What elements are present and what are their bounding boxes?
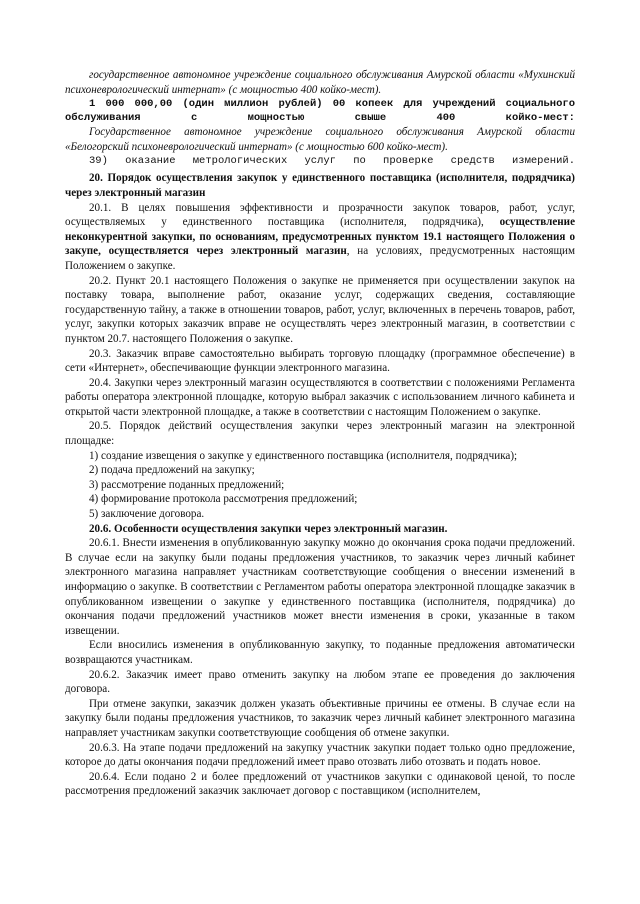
paragraph-20-6-1-note: Если вносились изменения в опубликованную закупку, то поданные предложения автоматически возвращаются участникам. (65, 639, 575, 666)
paragraph-20-6-4: 20.6.4. Если подано 2 и более предложений от участников закупки с одинаковой ценой, то после рассмотрения предложений заказчик заключает договор с поставщиком (исполнителем, (65, 770, 575, 798)
text-institution-mukhinsky: государственное автономное учреждение социального обслуживания Амурской области «Мухинский психоневрологический интернат» (с мощностью 400 койко-мест). (65, 69, 575, 96)
paragraph-20-1-end: , на условиях, предусмотренных настоящим Положением о закупке. (65, 245, 575, 272)
section-heading-20: 20. Порядок осуществления закупок у единственного поставщика (исполнителя, подрядчика) через электронный магазин (65, 172, 575, 199)
paragraph-20-2: 20.2. Пункт 20.1 настоящего Положения о закупке не применяется при осуществлении закупок на поставку товара, выполнение работ, оказание услуг, содержащих сведения, составляющие государственную тайну, а также в отношении товаров, работ, услуг, включенных в перечень товаров, работ, услуг, закупки которых заказчик вправе не осуществлять через электронный магазин, в соответствии с пунктом 20.7. настоящего Положения о закупке. (65, 274, 575, 345)
paragraph-20-6-2-note: При отмене закупки, заказчик должен указать объективные причины ее отмены. В случае если на закупку были поданы предложения участников, то заказчик через личный кабинет электронного магазина направляет участникам закупки соответствующие сообщения об отмене закупки. (65, 697, 575, 739)
text-funding-amount: 1 000 000,00 (один миллион рублей) 00 копеек для учреждений социального обслуживания с мощностью свыше 400 койко-мест: (65, 98, 575, 125)
text-institution-belogorsky: Государственное автономное учреждение социального обслуживания Амурской области «Белогорский психоневрологический интернат» (с мощностью 600 койко-мест). (65, 126, 575, 153)
paragraph-20-1-bold: осуществление неконкурентной закупки, по основаниям, предусмотренных пунктом 19.1 настоящего Положения о закупе, осуществляется через электронный магазин (65, 216, 575, 258)
paragraph-20-1 (65, 201, 575, 274)
paragraph-20-1-start: 20.1. В целях повышения эффективности и прозрачности закупок товаров, работ, услуг, осуществляемых у единственного поставщика (исполнителя, подрядчика), (65, 201, 575, 229)
paragraph-20-6-2: 20.6.2. Заказчик имеет право отменить закупку на любом этапе ее проведения до заключения договора. (65, 668, 575, 696)
list-item: 3) рассмотрение поданных предложений; (89, 478, 285, 491)
section-heading-20-6: 20.6. Особенности осуществления закупки через электронный магазин. (89, 522, 448, 535)
paragraph-20-4: 20.4. Закупки через электронный магазин осуществляются в соответствии с положениями Регламента работы оператора электронной площадке, которую выбрал заказчик с использованием личного кабинета и открытой части электронной площадке, а также в соответствии с настоящим Положением о закупке. (65, 376, 575, 418)
paragraph-20-6-1: 20.6.1. Внести изменения в опубликованную закупку можно до окончания срока подачи предложений. В случае если на закупку были поданы предложения участников, то заказчик через личный кабинет электронного магазина направляет участникам соответствующие сообщения о внесении изменений в информацию о закупке. В соответствии с Регламентом работы оператора электронной площадке заказчик в опубликованном извещении о закупке у единственного поставщика (исполнителя, подрядчика) до окончания подачи предложений участников может внести изменения в сроки, указанные в таком извещении. (65, 537, 575, 637)
text-item-39: 39) оказание метрологических услуг по проверке средств измерений. (89, 155, 575, 168)
document-page (65, 68, 575, 799)
list-item: 5) заключение договора. (89, 508, 205, 521)
procedure-list (65, 449, 575, 522)
list-item: 4) формирование протокола рассмотрения предложений; (89, 493, 358, 506)
paragraph-20-6-3: 20.6.3. На этапе подачи предложений на закупку участник закупки подает только одно предложение, которое до даты окончания подачи предложений имеет право отозвать либо отозвать и подать новое. (65, 741, 575, 769)
paragraph-20-5: 20.5. Порядок действий осуществления закупки через электронный магазин на электронной площадке: (65, 420, 575, 448)
list-item: 2) подача предложений на закупку; (89, 464, 255, 477)
list-item: 1) создание извещения о закупке у единственного поставщика (исполнителя, подрядчика); (89, 449, 518, 462)
paragraph-20-3: 20.3. Заказчик вправе самостоятельно выбирать торговую площадку (программное обеспечение) в сети «Интернет», обеспечивающие функции электронного магазина. (65, 347, 575, 375)
